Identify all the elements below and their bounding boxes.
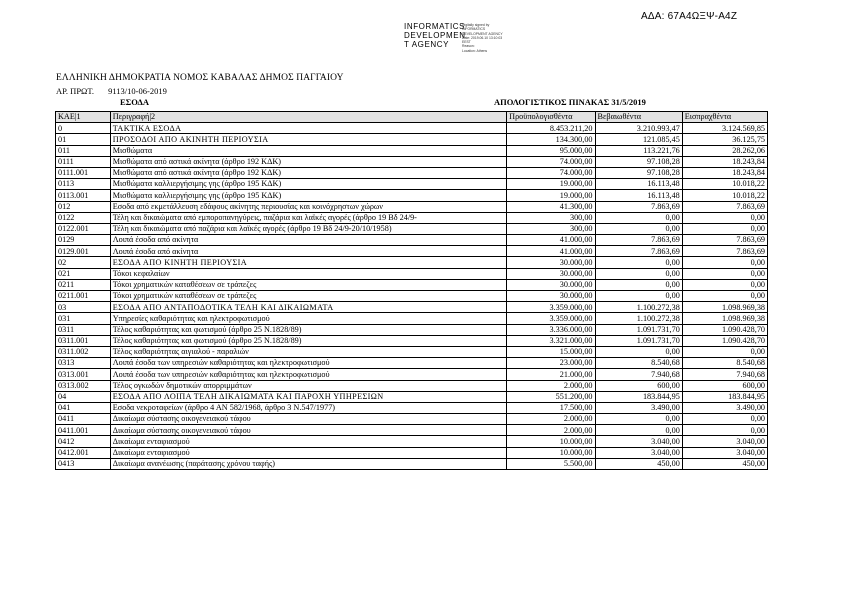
table-row <box>56 458 768 469</box>
cell-collected: 0,00 <box>682 291 767 302</box>
cell-budgeted: 15.000,00 <box>507 346 595 357</box>
table-row <box>56 346 768 357</box>
cell-code: 0113 <box>56 179 111 190</box>
cell-collected: 10.018,22 <box>682 179 767 190</box>
cell-budgeted: 10.000,00 <box>507 447 595 458</box>
stamp-detail-line: INFORMATICS <box>462 27 486 32</box>
cell-description: Τέλος καθαριότητας και φωτισμού (άρθρο 25 Ν.1828/89) <box>110 335 506 346</box>
cell-description: Λοιπά έσοδα από ακίνητα <box>110 235 506 246</box>
cell-budgeted: 74.000,00 <box>507 156 595 167</box>
cell-collected: 1.090.428,70 <box>682 324 767 335</box>
cell-certified: 7.940,68 <box>595 369 682 380</box>
cell-budgeted: 19.000,00 <box>507 179 595 190</box>
cell-code: 041 <box>56 402 111 413</box>
cell-certified: 0,00 <box>595 279 682 290</box>
table-row <box>56 436 768 447</box>
cell-description: Τέλος ογκωδών δημοτικών απορριμμάτων <box>110 380 506 391</box>
cell-description: Δικαίωμα ενταφιασμού <box>110 447 506 458</box>
cell-code: 0412 <box>56 436 111 447</box>
table-row <box>56 302 768 313</box>
cell-certified: 1.100.272,38 <box>595 302 682 313</box>
cell-certified: 113.221,76 <box>595 145 682 156</box>
stamp-detail-line: Date: 2019.06.10 13:10:03 <box>462 35 503 40</box>
cell-description: ΤΑΚΤΙΚΑ ΕΣΟΔΑ <box>110 123 506 134</box>
cell-description: Δικαίωμα σύστασης οικογενειακού τάφου <box>110 414 506 425</box>
cell-budgeted: 95.000,00 <box>507 145 595 156</box>
cell-budgeted: 41.000,00 <box>507 235 595 246</box>
cell-budgeted: 8.453.211,20 <box>507 123 595 134</box>
table-title-row <box>56 97 768 110</box>
table-row <box>56 179 768 190</box>
cell-certified: 0,00 <box>595 291 682 302</box>
table-row <box>56 123 768 134</box>
cell-code: 0113.001 <box>56 190 111 201</box>
cell-budgeted: 134.300,00 <box>507 134 595 145</box>
cell-collected: 0,00 <box>682 268 767 279</box>
cell-budgeted: 17.500,00 <box>507 402 595 413</box>
cell-code: 01 <box>56 134 111 145</box>
cell-budgeted: 551.200,00 <box>507 391 595 402</box>
cell-budgeted: 3.336.000,00 <box>507 324 595 335</box>
table-row <box>56 190 768 201</box>
table-row <box>56 145 768 156</box>
cell-certified: 183.844,95 <box>595 391 682 402</box>
cell-certified: 7.863,69 <box>595 246 682 257</box>
cell-budgeted: 2.000,00 <box>507 425 595 436</box>
cell-budgeted: 2.000,00 <box>507 380 595 391</box>
cell-description: Τέλη και δικαιώματα από παζάρια και λαϊκές αγορές (άρθρο 19 Βδ 24/9-20/10/1958) <box>110 223 506 234</box>
table-header-row <box>56 112 768 123</box>
cell-budgeted: 19.000,00 <box>507 190 595 201</box>
cell-certified: 450,00 <box>595 458 682 469</box>
table-row <box>56 380 768 391</box>
cell-collected: 7.863,69 <box>682 201 767 212</box>
cell-collected: 600,00 <box>682 380 767 391</box>
cell-certified: 1.091.731,70 <box>595 335 682 346</box>
cell-budgeted: 3.359.000,00 <box>507 313 595 324</box>
cell-description: Δικαίωμα σύστασης οικογενειακού τάφου <box>110 425 506 436</box>
cell-code: 0122 <box>56 212 111 223</box>
cell-budgeted: 41.000,00 <box>507 246 595 257</box>
column-header-collected: Εισπραχθέντα <box>682 112 767 123</box>
cell-code: 0311 <box>56 324 111 335</box>
table-row <box>56 279 768 290</box>
cell-description: Λοιπά έσοδα των υπηρεσιών καθαριότητας και ηλεκτροφωτισμού <box>110 358 506 369</box>
stamp-details <box>462 23 503 53</box>
cell-code: 0211.001 <box>56 291 111 302</box>
report-title: ΑΠΟΛΟΓΙΣΤΙΚΟΣ ΠΙΝΑΚΑΣ 31/5/2019 <box>494 97 646 107</box>
cell-collected: 36.125,75 <box>682 134 767 145</box>
cell-collected: 7.940,68 <box>682 369 767 380</box>
cell-certified: 7.863,69 <box>595 235 682 246</box>
cell-certified: 97.108,28 <box>595 167 682 178</box>
table-row <box>56 156 768 167</box>
table-row <box>56 134 768 145</box>
cell-description: ΠΡΟΣΟΔΟΙ ΑΠΟ ΑΚΙΝΗΤΗ ΠΕΡΙΟΥΣΙΑ <box>110 134 506 145</box>
cell-budgeted: 21.000,00 <box>507 369 595 380</box>
document-header: ΕΛΛΗΝΙΚΗ ΔΗΜΟΚΡΑΤΙΑ ΝΟΜΟΣ ΚΑΒΑΛΑΣ ΔΗΜΟΣ ΠΑΓΓΑΙΟΥ <box>56 73 344 83</box>
cell-description: Λοιπά έσοδα από ακίνητα <box>110 246 506 257</box>
cell-budgeted: 30.000,00 <box>507 257 595 268</box>
cell-budgeted: 2.000,00 <box>507 414 595 425</box>
digital-signature-stamp <box>404 22 503 53</box>
cell-certified: 3.490,00 <box>595 402 682 413</box>
cell-code: 031 <box>56 313 111 324</box>
cell-description: Τέλος καθαριότητας αιγιαλού - παραλιών <box>110 346 506 357</box>
cell-certified: 3.040,00 <box>595 447 682 458</box>
stamp-line: DEVELOPMEN <box>404 31 466 40</box>
cell-description: Τόκοι χρηματικών καταθέσεων σε τράπεζες <box>110 291 506 302</box>
cell-collected: 3.040,00 <box>682 436 767 447</box>
cell-code: 021 <box>56 268 111 279</box>
table-body <box>56 123 768 470</box>
cell-description: Τόκοι κεφαλαίων <box>110 268 506 279</box>
table-row <box>56 369 768 380</box>
cell-budgeted: 74.000,00 <box>507 167 595 178</box>
stamp-line: INFORMATICS <box>404 22 466 31</box>
cell-collected: 0,00 <box>682 414 767 425</box>
cell-code: 0313.002 <box>56 380 111 391</box>
cell-collected: 1.098.969,38 <box>682 302 767 313</box>
cell-certified: 0,00 <box>595 346 682 357</box>
cell-description: Λοιπά έσοδα των υπηρεσιών καθαριότητας και ηλεκτροφωτισμού <box>110 369 506 380</box>
cell-budgeted: 300,00 <box>507 223 595 234</box>
table-row <box>56 212 768 223</box>
stamp-detail-line: DEVELOPMENT AGENCY <box>462 31 503 36</box>
cell-collected: 0,00 <box>682 257 767 268</box>
cell-code: 0413 <box>56 458 111 469</box>
cell-code: 0122.001 <box>56 223 111 234</box>
cell-certified: 0,00 <box>595 268 682 279</box>
cell-collected: 3.124.569,85 <box>682 123 767 134</box>
cell-description: Μισθώματα καλλιεργήσιμης γης (άρθρο 195 ΚΔΚ) <box>110 179 506 190</box>
cell-certified: 0,00 <box>595 212 682 223</box>
column-header-certified: Βεβαιωθέντα <box>595 112 682 123</box>
cell-collected: 0,00 <box>682 279 767 290</box>
cell-description: ΕΣΟΔΑ ΑΠΟ ΛΟΙΠΑ ΤΕΛΗ ΔΙΚΑΙΩΜΑΤΑ ΚΑΙ ΠΑΡΟΧΗ ΥΠΗΡΕΣΙΩΝ <box>110 391 506 402</box>
section-title: ΕΣΟΔΑ <box>120 97 150 107</box>
cell-certified: 16.113,48 <box>595 179 682 190</box>
cell-description: Τόκοι χρηματικών καταθέσεων σε τράπεζες <box>110 279 506 290</box>
cell-collected: 0,00 <box>682 346 767 357</box>
cell-certified: 1.091.731,70 <box>595 324 682 335</box>
table-row <box>56 201 768 212</box>
cell-collected: 0,00 <box>682 425 767 436</box>
table-row <box>56 223 768 234</box>
cell-code: 02 <box>56 257 111 268</box>
cell-description: Μισθώματα από αστικά ακίνητα (άρθρο 192 ΚΔΚ) <box>110 156 506 167</box>
protocol-label: ΑΡ. ΠΡΩΤ. <box>56 86 95 96</box>
cell-certified: 0,00 <box>595 425 682 436</box>
revenue-table <box>55 111 768 470</box>
table-row <box>56 447 768 458</box>
cell-certified: 0,00 <box>595 223 682 234</box>
cell-code: 0111.001 <box>56 167 111 178</box>
cell-budgeted: 30.000,00 <box>507 279 595 290</box>
table-row <box>56 167 768 178</box>
cell-code: 0211 <box>56 279 111 290</box>
table-row <box>56 358 768 369</box>
cell-description: Τέλος καθαριότητας και φωτισμού (άρθρο 25 Ν.1828/89) <box>110 324 506 335</box>
cell-certified: 1.100.272,38 <box>595 313 682 324</box>
cell-description: Υπηρεσίες καθαριότητας και ηλεκτροφωτισμού <box>110 313 506 324</box>
cell-certified: 0,00 <box>595 257 682 268</box>
cell-description: Μισθώματα καλλιεργήσιμης γης (άρθρο 195 ΚΔΚ) <box>110 190 506 201</box>
table-row <box>56 324 768 335</box>
table-row <box>56 235 768 246</box>
cell-description: Δικαίωμα ενταφιασμού <box>110 436 506 447</box>
cell-code: 0311.001 <box>56 335 111 346</box>
cell-certified: 16.113,48 <box>595 190 682 201</box>
protocol-number <box>56 86 167 96</box>
table-row <box>56 425 768 436</box>
cell-budgeted: 300,00 <box>507 212 595 223</box>
cell-budgeted: 23.000,00 <box>507 358 595 369</box>
cell-code: 03 <box>56 302 111 313</box>
cell-budgeted: 41.300,00 <box>507 201 595 212</box>
cell-collected: 183.844,95 <box>682 391 767 402</box>
cell-collected: 28.262,06 <box>682 145 767 156</box>
cell-collected: 3.040,00 <box>682 447 767 458</box>
cell-code: 0129 <box>56 235 111 246</box>
cell-code: 0411 <box>56 414 111 425</box>
cell-collected: 3.490,00 <box>682 402 767 413</box>
stamp-org-name <box>404 22 466 53</box>
cell-certified: 600,00 <box>595 380 682 391</box>
cell-description: ΕΣΟΔΑ ΑΠΟ ΑΝΤΑΠΟΔΟΤΙΚΑ ΤΕΛΗ ΚΑΙ ΔΙΚΑΙΩΜΑΤΑ <box>110 302 506 313</box>
cell-collected: 0,00 <box>682 212 767 223</box>
cell-code: 011 <box>56 145 111 156</box>
cell-code: 0313 <box>56 358 111 369</box>
cell-certified: 97.108,28 <box>595 156 682 167</box>
table-row <box>56 268 768 279</box>
cell-certified: 3.040,00 <box>595 436 682 447</box>
cell-description: Δικαίωμα ανανέωσης (παράτασης χρόνου ταφής) <box>110 458 506 469</box>
stamp-detail-line: Reason: <box>462 44 475 49</box>
cell-code: 0129.001 <box>56 246 111 257</box>
cell-budgeted: 3.359.000,00 <box>507 302 595 313</box>
cell-code: 0313.001 <box>56 369 111 380</box>
cell-code: 0411.001 <box>56 425 111 436</box>
table-row <box>56 257 768 268</box>
cell-budgeted: 3.321.000,00 <box>507 335 595 346</box>
cell-collected: 8.540,68 <box>682 358 767 369</box>
cell-collected: 1.098.969,38 <box>682 313 767 324</box>
ada-code: ΑΔΑ: 67Α4ΩΞΨ-Α4Ζ <box>641 11 738 22</box>
cell-budgeted: 30.000,00 <box>507 268 595 279</box>
table-row <box>56 414 768 425</box>
cell-collected: 10.018,22 <box>682 190 767 201</box>
cell-description: Μισθώματα από αστικά ακίνητα (άρθρο 192 ΚΔΚ) <box>110 167 506 178</box>
cell-certified: 0,00 <box>595 414 682 425</box>
cell-budgeted: 10.000,00 <box>507 436 595 447</box>
cell-code: 04 <box>56 391 111 402</box>
cell-budgeted: 5.500,00 <box>507 458 595 469</box>
stamp-detail-line: Digitally signed by <box>462 23 490 27</box>
table-row <box>56 313 768 324</box>
cell-description: Τέλη και δικαιώματα από εμποροπανηγύρεις, παζάρια και λαϊκές αγορές (άρθρο 19 Βδ 24/9- <box>110 212 506 223</box>
cell-collected: 18.243,84 <box>682 167 767 178</box>
cell-code: 0412.001 <box>56 447 111 458</box>
stamp-detail-line: Location: Athens <box>462 48 488 53</box>
cell-description: Εσοδα από εκμετάλλευση εδάφους ακίνητης περιουσίας και κοινόχρηστων χώρων <box>110 201 506 212</box>
table-row <box>56 391 768 402</box>
cell-collected: 1.090.428,70 <box>682 335 767 346</box>
cell-code: 0 <box>56 123 111 134</box>
cell-collected: 7.863,69 <box>682 235 767 246</box>
table-row <box>56 335 768 346</box>
cell-certified: 7.863,69 <box>595 201 682 212</box>
cell-collected: 0,00 <box>682 223 767 234</box>
cell-certified: 3.210.993,47 <box>595 123 682 134</box>
cell-code: 0311.002 <box>56 346 111 357</box>
column-header-code: ΚΑΕ|1 <box>56 112 111 123</box>
cell-collected: 450,00 <box>682 458 767 469</box>
cell-budgeted: 30.000,00 <box>507 291 595 302</box>
column-header-description: Περιγραφή|2 <box>110 112 506 123</box>
cell-certified: 121.085,45 <box>595 134 682 145</box>
cell-code: 012 <box>56 201 111 212</box>
cell-code: 0111 <box>56 156 111 167</box>
cell-collected: 18.243,84 <box>682 156 767 167</box>
table-row <box>56 402 768 413</box>
stamp-line: T AGENCY <box>404 40 450 49</box>
cell-description: ΕΣΟΔΑ ΑΠΟ ΚΙΝΗΤΗ ΠΕΡΙΟΥΣΙΑ <box>110 257 506 268</box>
cell-collected: 7.863,69 <box>682 246 767 257</box>
cell-certified: 8.540,68 <box>595 358 682 369</box>
column-header-budgeted: Προϋπολογισθέντα <box>507 112 595 123</box>
table-row <box>56 291 768 302</box>
cell-description: Εσοδα νεκροταφείων (άρθρο 4 ΑΝ 582/1968, άρθρο 3 Ν.547/1977) <box>110 402 506 413</box>
table-row <box>56 246 768 257</box>
cell-description: Μισθώματα <box>110 145 506 156</box>
stamp-detail-line: EEST <box>462 40 471 45</box>
protocol-value: 9113/10-06-2019 <box>108 86 167 96</box>
